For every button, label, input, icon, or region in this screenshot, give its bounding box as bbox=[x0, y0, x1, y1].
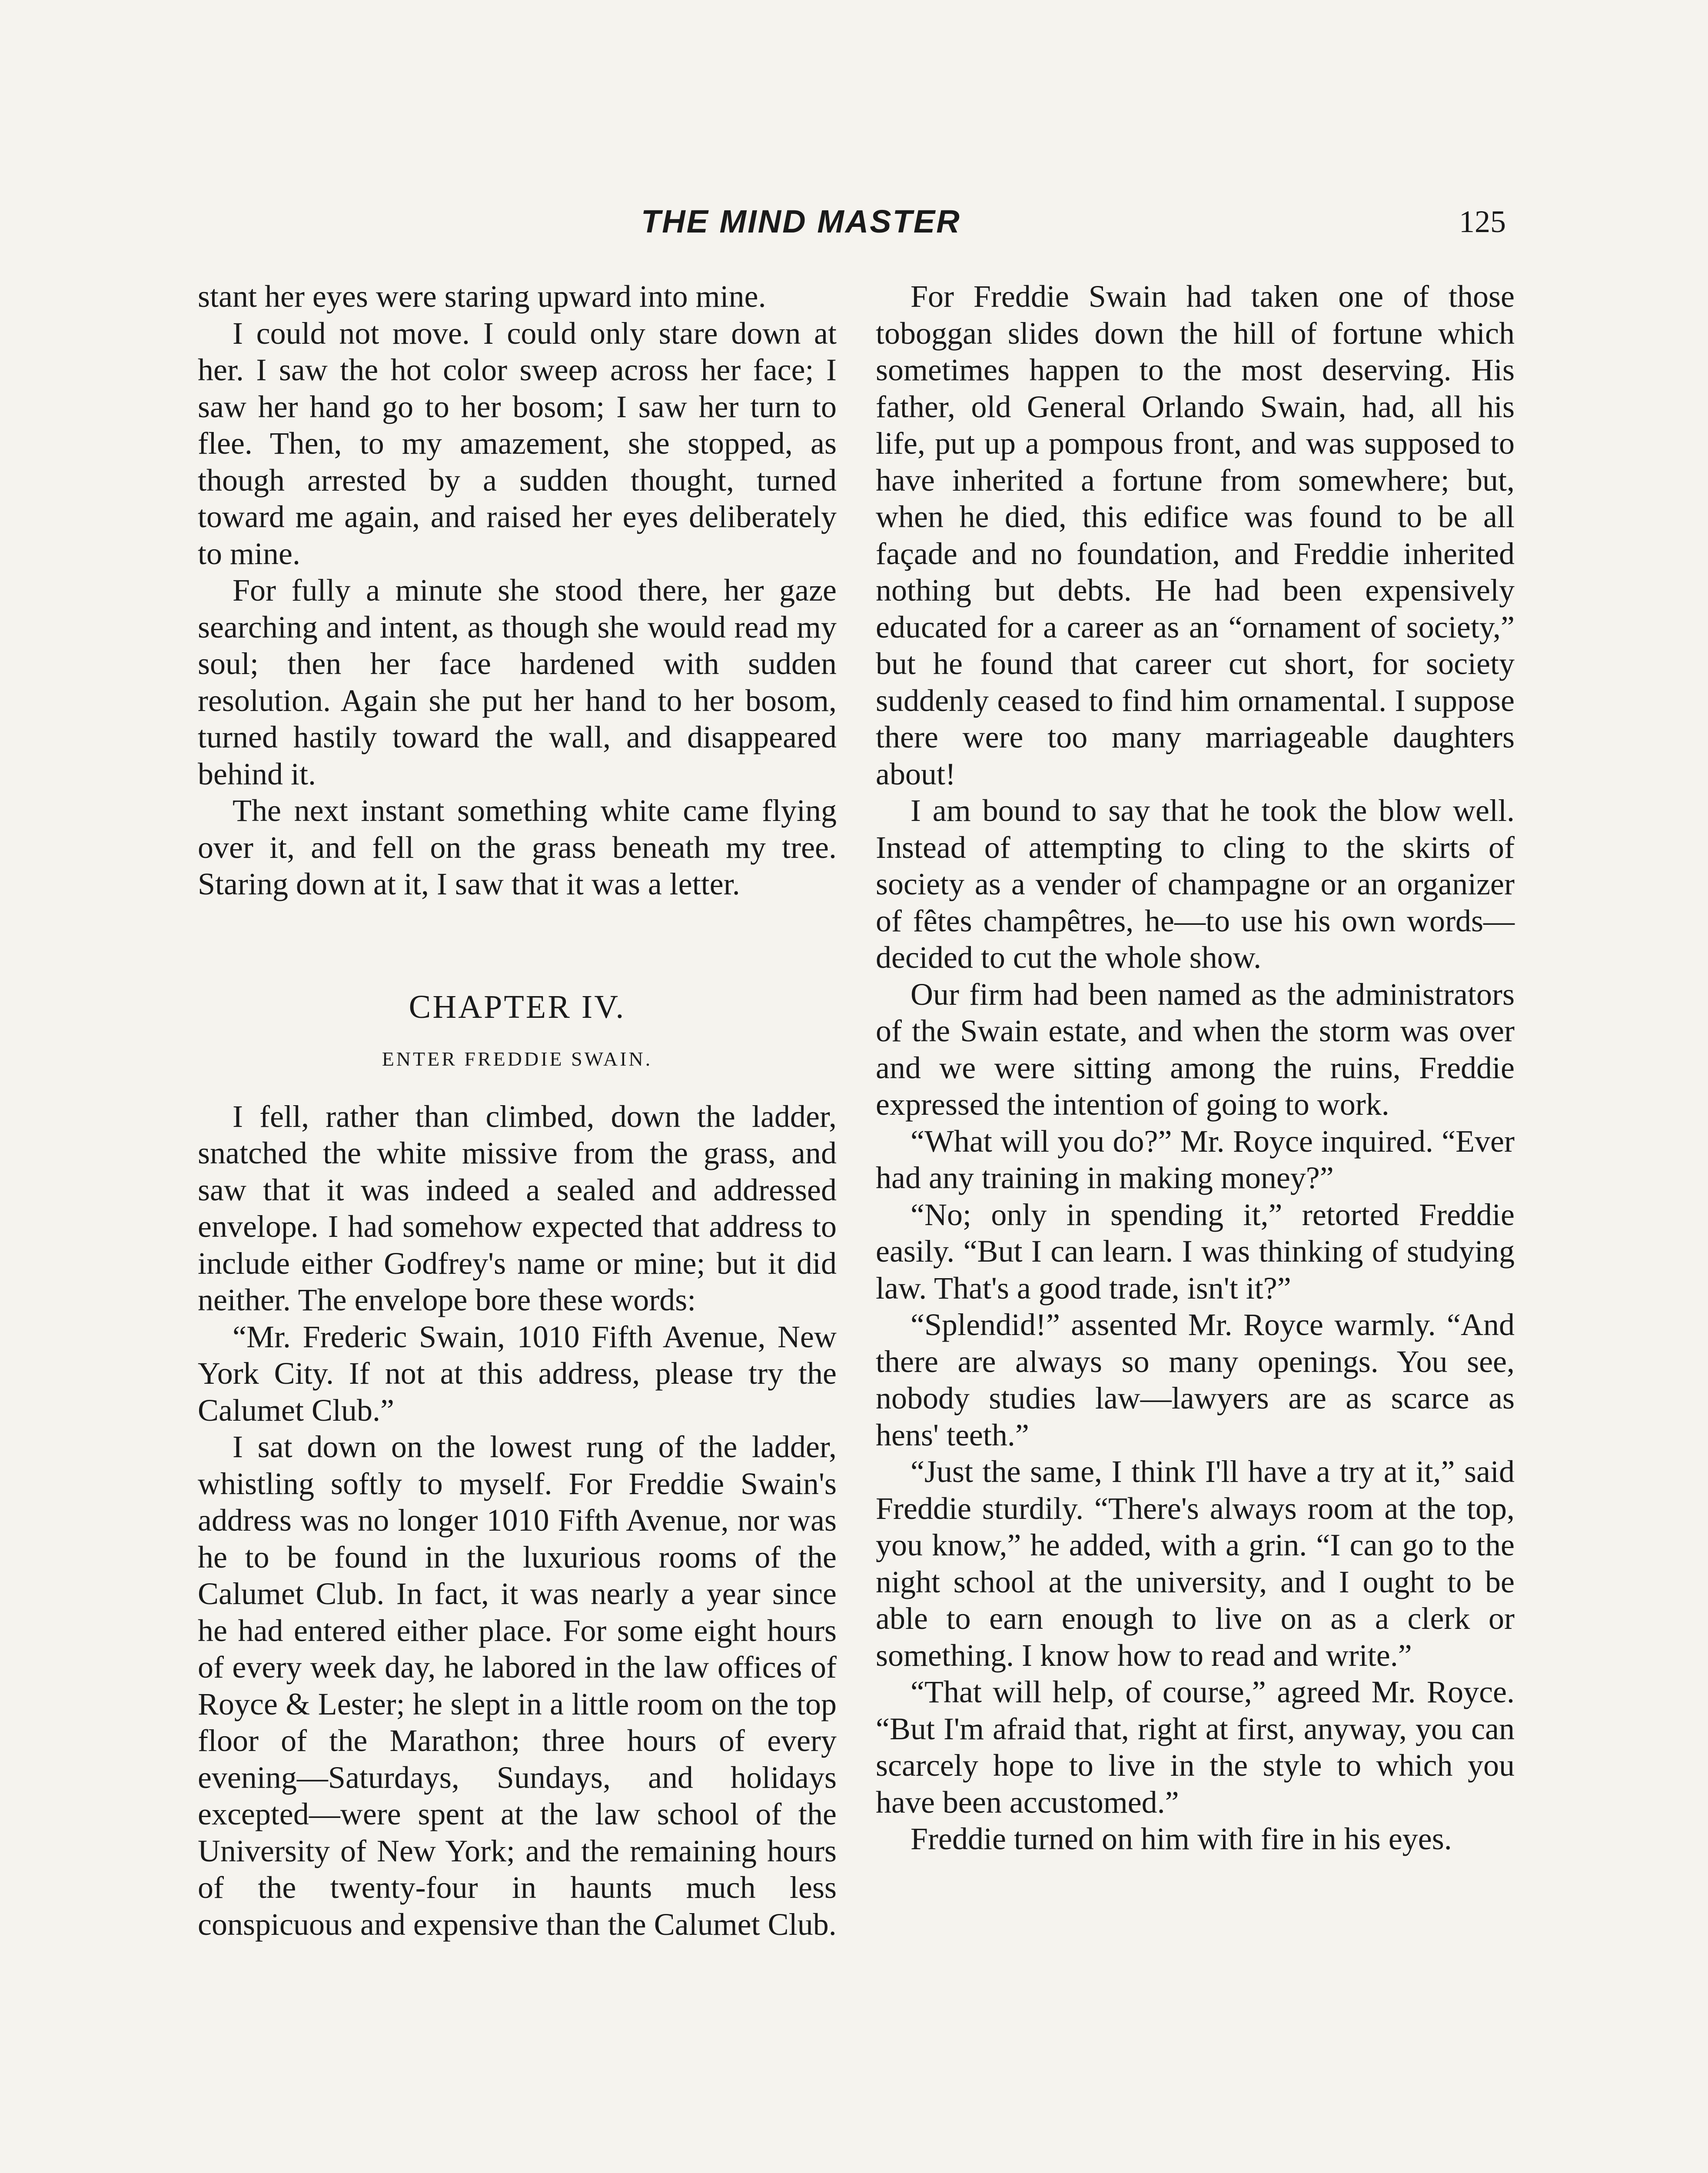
chapter-heading bbox=[198, 985, 837, 1072]
paragraph: Our firm had been named as the administrators of the Swain estate, and when the storm was over and we were sitting among the ruins, Freddie expressed the intention of going to work. bbox=[876, 977, 1515, 1122]
paragraph: The next instant something white came flying over it, and fell on the grass beneath my tree. Staring down at it, I saw that it was a letter. bbox=[198, 793, 837, 901]
chapter-title: CHAPTER IV. bbox=[409, 988, 626, 1025]
running-title: THE MIND MASTER bbox=[641, 203, 961, 239]
paragraph: I am bound to say that he took the blow well. Instead of attempting to cling to the skirts of society as a vender of champagne or an organizer of fêtes champêtres, he—to use his own words—decided to cut the whole show. bbox=[876, 793, 1515, 975]
paragraph: Freddie turned on him with fire in his eyes. bbox=[910, 1821, 1452, 1856]
paragraph: “What will you do?” Mr. Royce inquired. “Ever had any training in making money?” bbox=[876, 1123, 1515, 1195]
paragraph: “Mr. Frederic Swain, 1010 Fifth Avenue, New York City. If not at this address, please try the Calumet Club.” bbox=[198, 1319, 837, 1428]
paragraph: “Splendid!” assented Mr. Royce warmly. “And there are always so many openings. You see, nobody studies law—lawyers are as scarce as hens' teeth.” bbox=[876, 1307, 1515, 1452]
paragraph: I sat down on the lowest rung of the ladder, whistling softly to myself. For Freddie Swain's address was no longer 1010 Fifth Avenue, nor was he to be found in the luxurious rooms of the Calumet Club. In fact, it was nearly a year since he had entered either place. For some eight hours of every week day, he labored in the law offices of Royce & Lester; he slept in a little room on the top floor of the Marathon; three hours of every evening—Saturdays, Sundays, and holidays excepted—were spent at the law school of the University of New York; and the remaining hours of the twenty-four in haunts much less conspicuous and expensive than the Calumet Club. bbox=[198, 1429, 837, 1942]
page-header bbox=[0, 198, 1708, 246]
paragraph: “That will help, of course,” agreed Mr. Royce. “But I'm afraid that, right at first, anyway, you can scarcely hope to live in the style to which you have been accustomed.” bbox=[876, 1675, 1515, 1820]
chapter-subtitle: ENTER FREDDIE SWAIN. bbox=[382, 1047, 653, 1070]
paragraph: For Freddie Swain had taken one of those toboggan slides down the hill of fortune which sometimes happen to the most deserving. His father, old General Orlando Swain, had, all his life, put up a pompous front, and was supposed to have inherited a fortune from somewhere; but, when he died, this edifice was found to be all façade and no foundation, and Freddie inherited nothing but debts. He had been expensively educated for a career as an “ornament of society,” but he found that career cut short, for society suddenly ceased to find him ornamental. I suppose there were too many marriageable daughters about! bbox=[876, 279, 1515, 791]
paragraph: I could not move. I could only stare down at her. I saw the hot color sweep across her face; I saw her hand go to her bosom; I saw her turn to flee. Then, to my amazement, she stopped, as though arrested by a sudden thought, turned toward me again, and raised her eyes deliberately to mine. bbox=[198, 316, 837, 571]
paragraph: stant her eyes were staring upward into mine. bbox=[198, 279, 766, 314]
page-number: 125 bbox=[1459, 204, 1506, 239]
right-column bbox=[876, 278, 1515, 1857]
paragraph: I fell, rather than climbed, down the ladder, snatched the white missive from the grass, and saw that it was indeed a sealed and addressed envelope. I had somehow expected that address to include either Godfrey's name or mine; but it did neither. The envelope bore these words: bbox=[198, 1099, 837, 1317]
paragraph: For fully a minute she stood there, her gaze searching and intent, as though she would read my soul; then her face hardened with sudden resolution. Again she put her hand to her bosom, turned hastily toward the wall, and disappeared behind it. bbox=[198, 573, 837, 791]
paragraph: “No; only in spending it,” retorted Freddie easily. “But I can learn. I was thinking of studying law. That's a good trade, isn't it?” bbox=[876, 1197, 1515, 1306]
paragraph: “Just the same, I think I'll have a try at it,” said Freddie sturdily. “There's always room at the top, you know,” he added, with a grin. “I can go to the night school at the university, and I ought to be able to earn enough to live on as a clerk or something. I know how to read and write.” bbox=[876, 1454, 1515, 1673]
left-column bbox=[198, 278, 837, 1943]
